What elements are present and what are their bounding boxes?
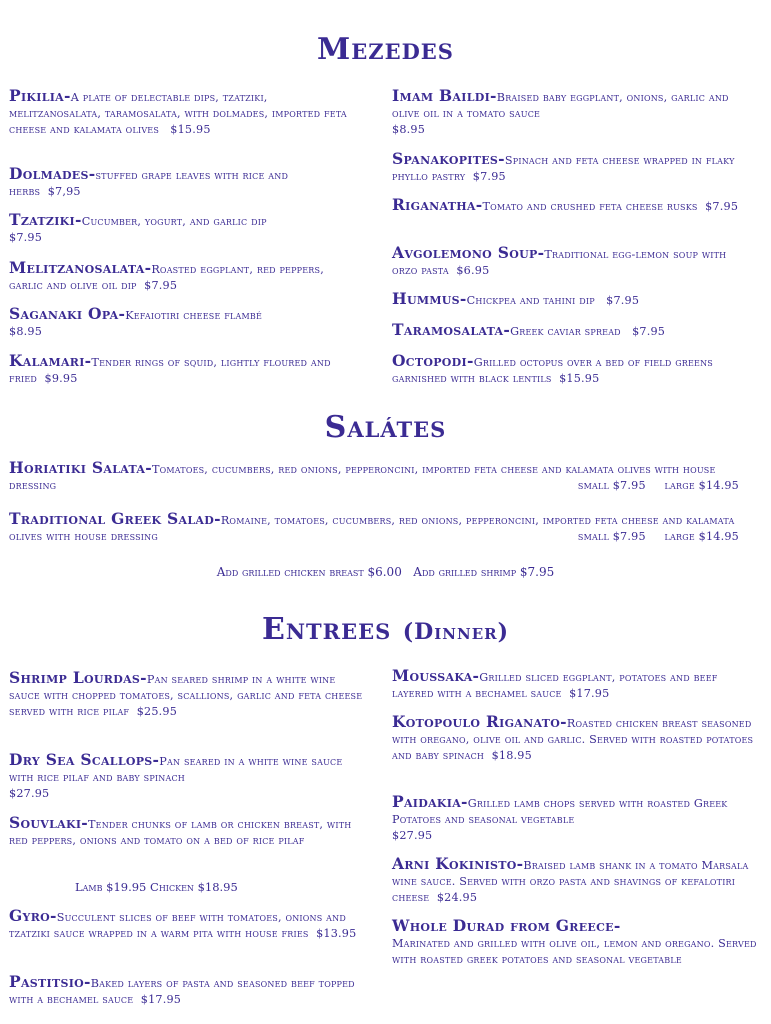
price-small: small $7.95 [577,530,646,543]
entrees-title: Entrees [261,612,392,647]
item-price: $7.95 [9,231,43,244]
item-price: $7.95 [632,325,666,338]
item-name: Horiatiki Salata- [9,458,152,477]
item-name: Kalamari- [9,351,92,370]
item-desc: Braised baby eggplant, onions, garlic and olive oil in a tomato sauce [392,91,729,120]
item-price: $9.95 [44,372,78,385]
item-price: $18.95 [491,749,532,762]
menu-item-horiatiki [9,460,754,494]
menu-item-gyro [9,908,364,942]
item-name: Imam Baildi- [392,86,497,105]
item-name: Traditional Greek Salad- [9,509,221,528]
menu-item-spanakopites [392,151,752,185]
item-price: $7.95 [144,279,178,292]
menu-item-shrimp-lourdas [9,670,364,720]
item-name: Hummus- [392,289,467,308]
item-price: $24.95 [436,891,478,904]
item-desc: Pan seared shrimp in a white wine sauce with chopped tomatoes, scallions, garlic and feta cheese served with rice pilaf [9,673,363,718]
item-price: $7.95 [472,170,506,183]
item-desc: stuffed grape leaves with rice and herbs [9,169,289,198]
item-name: Paidakia- [392,792,468,811]
item-desc: Tomato and crushed feta cheese rusks [482,200,698,213]
item-desc: Grilled sliced eggplant, potatoes and beef layered with a bechamel sauce [392,671,718,700]
item-name: Whole Durad from Greece- [392,916,621,935]
menu-item-saganaki [9,306,359,340]
item-name: Taramosalata- [392,320,511,339]
menu-item-dolmades [9,166,359,200]
item-desc: Traditional egg-lemon soup with orzo pasta [392,248,727,277]
item-price: $25.95 [136,705,178,718]
menu-item-souvlaki [9,815,364,849]
item-desc: Tomatoes, cucumbers, red onions, pepperoncini, imported feta cheese and kalamata olives with house dressing [9,463,716,492]
menu-item-riganatha [392,197,752,215]
menu-item-pastitsio [9,974,374,1008]
item-price: $7.95 [705,200,739,213]
item-price: $6.95 [456,264,490,277]
menu-item-moussaka [392,668,757,702]
item-desc: Roasted eggplant, red peppers, garlic and olive oil dip [9,263,324,292]
item-price: $15.95 [559,372,600,385]
item-desc: Pan seared in a white wine sauce with rice pilaf and baby spinach [9,755,343,784]
item-desc: Greek caviar spread [510,325,621,338]
menu-item-pikilia [9,88,359,138]
menu-item-greek-salad [9,511,754,545]
price-large: large $14.95 [664,530,739,543]
item-price: $27.95 [392,829,433,842]
item-desc: Tender rings of squid, lightly floured and fried [9,356,331,385]
item-name: Gyro- [9,906,57,925]
menu-item-melitzanosalata [9,260,359,294]
menu-item-arni-kokinisto [392,856,757,906]
item-price: $17.95 [140,993,182,1006]
item-price: $7,95 [47,185,81,198]
item-name: Octopodi- [392,351,474,370]
menu-item-octopodi [392,353,762,387]
item-desc: Cucumber, yogurt, and garlic dip [81,215,267,228]
item-desc: Chickpea and tahini dip [466,294,595,307]
price-small: small $7.95 [577,479,646,492]
item-desc: Grilled lamb chops served with roasted Greek Potatoes and seasonal vegetable [392,797,728,826]
item-price: $13.95 [316,927,357,940]
item-name: Melitzanosalata- [9,258,152,277]
item-desc: Succulent slices of beef with tomatoes, onions and tzatziki sauce wrapped in a warm pita with house fries [9,911,346,940]
item-name: Tzatziki- [9,210,82,229]
item-name: Saganaki Opa- [9,304,126,323]
item-name: Kotopoulo Riganato- [392,712,567,731]
item-name: Shrimp Lourdas- [9,668,147,687]
menu-item-kalamari [9,353,359,387]
addon-shrimp: Add grilled shrimp $7.95 [413,565,555,579]
item-desc: Baked layers of pasta and seasoned beef topped with a bechamel sauce [9,977,355,1006]
item-name: Arni Kokinisto- [392,854,524,873]
menu-item-paidakia [392,794,757,844]
item-name: Dry Sea Scallops- [9,750,160,769]
item-desc: Marinated and grilled with olive oil, lemon and oregano. Served with roasted greek potatoes and seasonal vegetable [392,937,757,966]
item-desc: Kefaiotiri cheese flambé [125,309,262,322]
souvlaki-options: Lamb $19.95 Chicken $18.95 [75,880,238,894]
item-price: $15.95 [170,123,211,136]
item-name: Avgolemono Soup- [392,243,545,262]
menu-item-imam-baildi [392,88,752,138]
menu-item-hummus [392,291,752,309]
item-price: $8.95 [392,123,426,136]
item-desc: Braised lamb shank in a tomato Marsala wine sauce. Served with orzo pasta and shavings of kefalotiri cheese [392,859,749,904]
item-name: Riganatha- [392,195,483,214]
menu-item-whole-durad [392,918,757,968]
menu-item-tzatziki [9,212,359,246]
item-desc: Romaine, tomatoes, cucumbers, red onions, pepperoncini, imported feta cheese and kalamata olives with house dressing [9,514,735,543]
entrees-subtitle: (Dinner) [402,619,509,645]
item-name: Dolmades- [9,164,96,183]
salates-heading: Salátes [324,410,447,445]
menu-item-kotopoulo [392,714,757,764]
salad-addons [0,565,771,579]
item-price: $7.95 [606,294,640,307]
item-name: Souvlaki- [9,813,89,832]
item-name: Moussaka- [392,666,480,685]
item-desc: Roasted chicken breast seasoned with oregano, olive oil and garlic. Served with roasted potatoes and baby spinach [392,717,754,762]
item-price: $27.95 [9,787,50,800]
menu-item-taramosalata [392,322,762,340]
mezedes-heading: Mezedes [317,32,454,67]
entrees-heading [0,612,771,647]
item-name: Pikilia- [9,86,71,105]
item-desc: Grilled octopus over a bed of field greens garnished with black lentils [392,356,713,385]
item-desc: Spinach and feta cheese wrapped in flaky phyllo pastry [392,154,735,183]
price-large: large $14.95 [664,479,739,492]
item-name: Pastitsio- [9,972,91,991]
item-price: $8.95 [9,325,43,338]
menu-item-avgolemono [392,245,752,279]
menu-item-scallops [9,752,364,802]
item-desc: A plate of delectable dips, tzatziki, melitzanosalata, taramosalata, with dolmades, imported feta cheese and kalamata olives [9,91,347,136]
addon-chicken: Add grilled chicken breast $6.00 [216,565,402,579]
item-price: $17.95 [569,687,610,700]
item-name: Spanakopites- [392,149,505,168]
item-desc: Tender chunks of lamb or chicken breast, with red peppers, onions and tomato on a bed of rice pilaf [9,818,352,847]
